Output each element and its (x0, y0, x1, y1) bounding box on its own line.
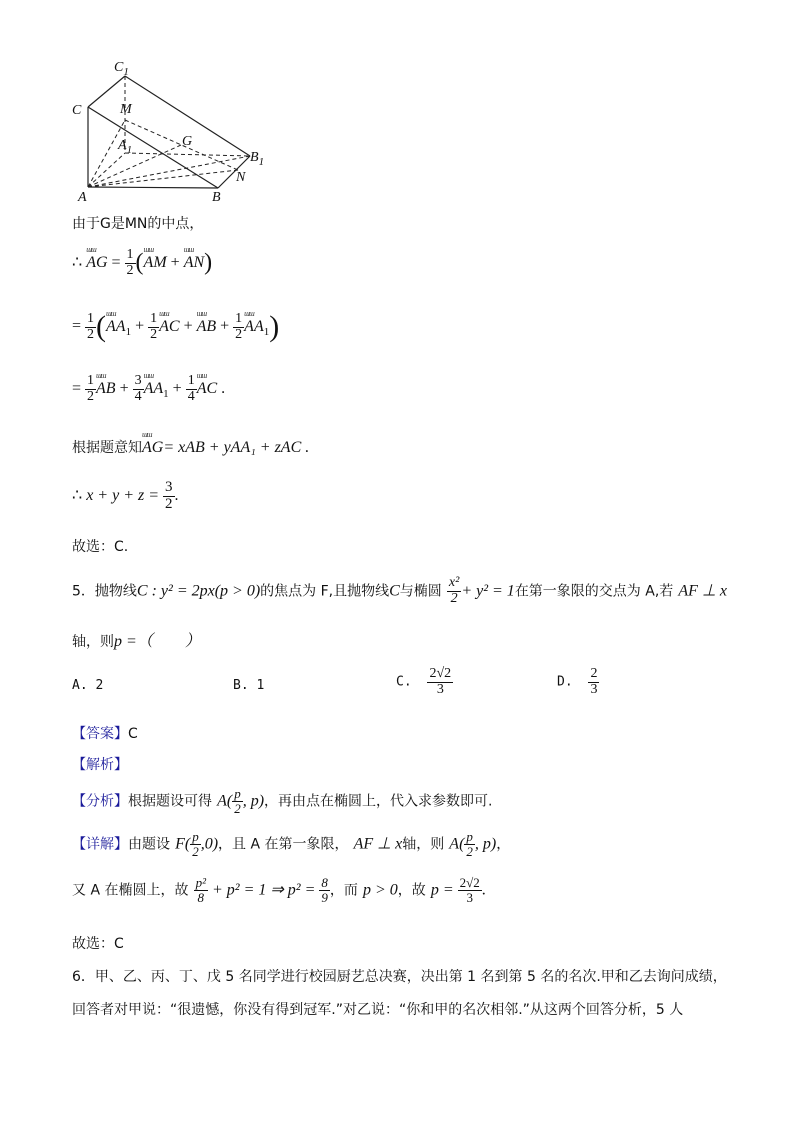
proof-line-3: = $\frac{1}{2}$ (ɯɯ $AA_1$ + $\frac{1}{2}$ ɯɯ AC + ɯɯ AB + $\frac{1}{2}$ ɯɯ $AA_1$) (72, 310, 279, 344)
q6-line-1: 6．甲、乙、丙、丁、戊 5 名同学进行校园厨艺总决赛，决出第 1 名到第 5 名的名次.甲和乙去询问成绩， (72, 969, 727, 985)
label-a1: $A_1$ (118, 138, 133, 156)
proof-answer: 故选：C. (72, 539, 129, 555)
label-n: N (236, 170, 246, 185)
proof-line-4: = $\frac{1}{2}$ ɯɯ AB + $\frac{3}{4}$ ɯɯ $AA_1$ + $\frac{1}{4}$ ɯɯ AC . (72, 374, 225, 404)
q6-line-2: 回答者对甲说：“很遗憾，你没有得到冠军.”对乙说：“你和甲的名次相邻.”从这两个回答分析，5 人 (72, 1002, 684, 1018)
q5-stem-line-2: 轴，则p =（ ） (72, 633, 201, 650)
q5-final: 故选：C (72, 936, 124, 952)
proof-line-5: 根据题意知ɯɯ AG= xAB + yAA₁ + zAC . (72, 437, 309, 457)
q5-analysis-tag: 【解析】 (72, 757, 128, 773)
label-c1: $C_1$ (114, 60, 129, 78)
proof-line-6: ∴ x + y + z = $\frac{3}{2}$ . (72, 479, 179, 512)
q5-stem: 5．抛物线C : y² = 2px(p > 0)的焦点为 F,且抛物线C与椭圆 $\frac{\text{x²}}{2}$ + y² = 1在第一象限的交点为 A,若 AF ⊥ x (72, 575, 727, 606)
label-c: C (72, 103, 82, 118)
proof-line-1: 由于G是MN的中点， (72, 216, 204, 232)
q5-option-d: D. $\frac{2}{3}$ (557, 666, 598, 697)
q5-ellipse-step: 又 A 在椭圆上，故 $\frac{\text{p²}}{8}$ + p² = 1 ⇒ p² = $\frac{8}{9}$ ，而 p > 0，故 p = $\frac{2√2}{3}$ . (72, 875, 486, 905)
q5-option-a: A. 2 (72, 678, 104, 693)
prism-figure (60, 58, 280, 210)
proof-line-2: ∴ ɯɯ AG = $\frac{1}{2}$ (ɯɯ AM + ɯɯ AN) (72, 248, 212, 278)
q5-option-b: B. 1 (233, 678, 265, 693)
q5-xiangjie: 【详解】由题设 F( $\frac{p}{2}$ ,0)，且 A 在第一象限， AF ⊥ x轴，则 A( $\frac{p}{2}$ , p)， (72, 829, 511, 859)
q5-answer: 【答案】C (72, 726, 138, 742)
label-b1: $B_1$ (250, 150, 265, 168)
label-a: A (78, 190, 87, 205)
label-g: G (182, 134, 193, 149)
label-m: M (120, 102, 132, 117)
q5-option-c: C. $\frac{2√2}{3}$ (396, 666, 452, 697)
q5-fenxi: 【分析】根据题设可得 A( $\frac{p}{2}$ , p)，再由点在椭圆上，代入求参数即可. (72, 786, 493, 816)
label-b: B (212, 190, 221, 205)
